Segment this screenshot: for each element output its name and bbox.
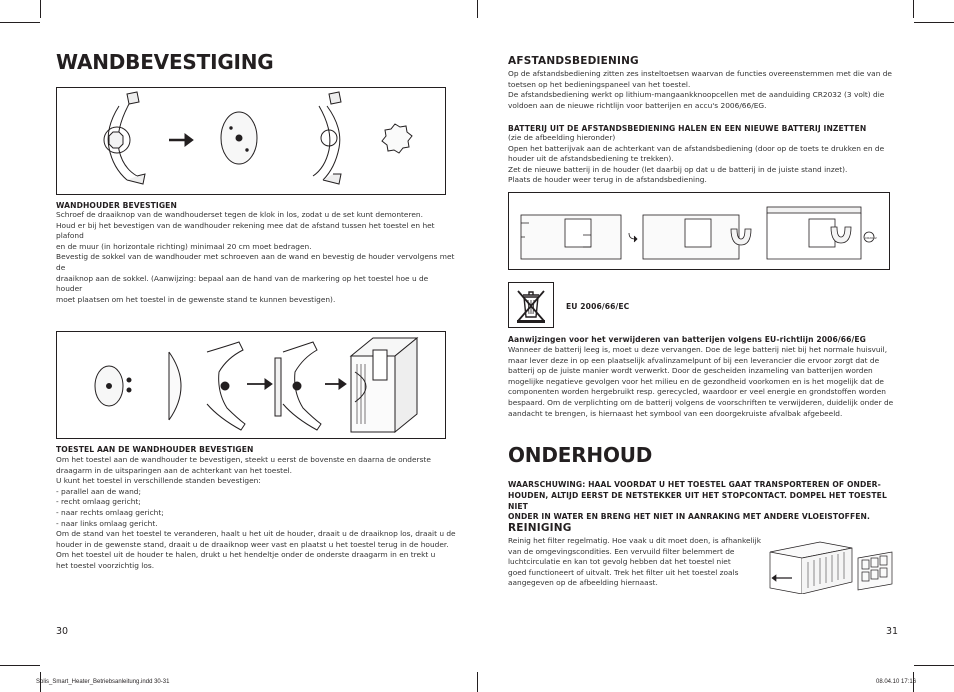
figure-wall-bracket: [56, 87, 446, 195]
section-heading-afstandsbediening: AFSTANDSBEDIENING: [508, 55, 639, 67]
section-heading-reiniging: REINIGING: [508, 522, 572, 534]
section-text-wandhouder: Schroef de draaiknop van de wandhouderset tegen de klok in los, zodat u de set kunt demonteren. Houd er bij het bevestigen van de wandhouder rekening mee dat de afstand tussen het toestel en het plafond en de muur (in horizontale richting) minimaal 20 cm moet bedragen. Bevestig de sokkel van de wandhouder met schroeven aan de wand en bevestig de houder vervolgens met de draaiknop aan de sokkel. (Aanwijzing: bepaal aan de hand van de markering op het toestel hoe u de houder moet plaatsen om het toestel in de gewenste stand te kunnen bevestigen).: [56, 210, 455, 304]
battery-label: CR2032: [865, 236, 877, 240]
page-number-left: 30: [56, 626, 69, 637]
device-mounting-illustration: [57, 332, 445, 438]
section-heading-verwijderen: Aanwijzingen voor het verwijderen van batterijen volgens EU-richtlijn 2006/66/EG: [508, 335, 866, 344]
fold-mark: [477, 672, 478, 692]
fold-mark: [477, 0, 478, 18]
crop-mark: [913, 0, 914, 18]
section-text-toestel: Om het toestel aan de wandhouder te bevestigen, steekt u eerst de bovenste en daarna de onderste draagarm in de uitsparingen aan de achterkant van het toestel. U kunt het toestel in verschillende standen bevestigen: - parallel aan de wand; - recht omlaag gericht; - naar rechts omlaag gericht; - naar links omlaag gericht. Om de stand van het toestel te veranderen, haalt u het uit de houder, draait u de draaiknop los, draait u de houder in de gewenste stand, draait u de draaiknop weer vast en plaatst u het toestel terug in de houder. Om het toestel uit de houder te halen, drukt u het hendeltje onder de onderste draagarm in en trekt u het toestel voorzichtig los.: [56, 455, 456, 570]
wall-bracket-illustration: [57, 88, 445, 194]
weee-symbol: [508, 282, 554, 328]
section-text-batterij: (zie de afbeelding hieronder) Open het batterijvak aan de achterkant van de afstandsbediening (door op de toets te drukken en de houder uit de afstandsbediening te trekken). Zet de nieuwe batterij in de houder (let daarbij op dat u de batterij in de juiste stand inzet). Plaats de houder weer terug in de afstandsbediening.: [508, 133, 885, 185]
eu-directive-label: EU 2006/66/EC: [566, 302, 630, 311]
crop-mark: [40, 0, 41, 18]
figure-remote-battery: [508, 192, 890, 270]
crop-mark: [0, 665, 40, 666]
page-title-wandbevestiging: WANDBEVESTIGING: [56, 50, 274, 74]
remote-battery-illustration: [509, 193, 889, 269]
figure-filter: [766, 538, 896, 594]
filter-illustration: [766, 538, 896, 594]
section-text-reiniging: Reinig het filter regelmatig. Hoe vaak u dit moet doen, is afhankelijk van de omgevingscondities. Een vervuild filter belemmert de luchtcirculatie en kan tot gevolg hebben dat het toestel niet goed functioneert of uitvalt. Trek het filter uit het toestel zoals aangegeven op de afbeelding hiernaast.: [508, 536, 761, 588]
section-text-verwijderen: Wanneer de batterij leeg is, moet u deze vervangen. Doe de lege batterij niet bij het normale huisvuil, maar lever deze in op een plaatselijk afvalinzamelpunt of bij een leverancier die ervoor zorgt dat de batterij op de juiste manier wordt verwerkt. Door de gescheiden inzameling van batterijen worden mogelijke negatieve gevolgen voor het milieu en de gezondheid voorkomen en is het mogelijk dat de componenten worden hergebruikt resp. gerecycled, waardoor er veel energie en grondstoffen worden bespaard. Om de verplichting om de batterij volgens de voorschriften te verwijderen, duidelijk onder de aandacht te brengen, is hiernaast het symbool van een doorgekruiste afvalbak afgebeeld.: [508, 345, 894, 418]
section-heading-batterij: BATTERIJ UIT DE AFSTANDSBEDIENING HALEN EN EEN NIEUWE BATTERIJ INZETTEN: [508, 124, 867, 133]
crossed-bin-icon: [511, 285, 551, 325]
section-heading-toestel: TOESTEL AAN DE WANDHOUDER BEVESTIGEN: [56, 445, 254, 454]
warning-text: WAARSCHUWING: HAAL VOORDAT U HET TOESTEL GAAT TRANSPORTEREN OF ONDER- HOUDEN, ALTIJD EERST DE NETSTEKKER UIT HET STOPCONTACT. DOMPEL HET TOESTEL NIET ONDER IN WATER EN BRENG HET NIET IN AANRAKING MET ANDERE VLOEISTOFFEN.: [508, 480, 887, 522]
crop-mark: [914, 665, 954, 666]
section-text-afstandsbediening: Op de afstandsbediening zitten zes insteltoetsen waarvan de functies overeenstemmen met die van de toetsen op het bedieningspaneel van het toestel. De afstandsbediening werkt op lithium-mangaankknoopcellen met de aanduiding CR2032 (3 volt) die voldoen aan de nieuwe richtlijn voor batterijen en accu's 2006/66/EG.: [508, 69, 892, 110]
section-heading-wandhouder: WANDHOUDER BEVESTIGEN: [56, 201, 177, 210]
footer-date: 08.04.10 17:16: [876, 679, 917, 685]
footer-file-name: Solis_Smart_Heater_Betriebsanleitung.indd 30-31: [36, 679, 170, 685]
crop-mark: [0, 22, 40, 23]
crop-mark: [914, 22, 954, 23]
figure-device-mounting: [56, 331, 446, 439]
page-number-right: 31: [886, 626, 899, 637]
page-title-onderhoud: ONDERHOUD: [508, 443, 653, 467]
